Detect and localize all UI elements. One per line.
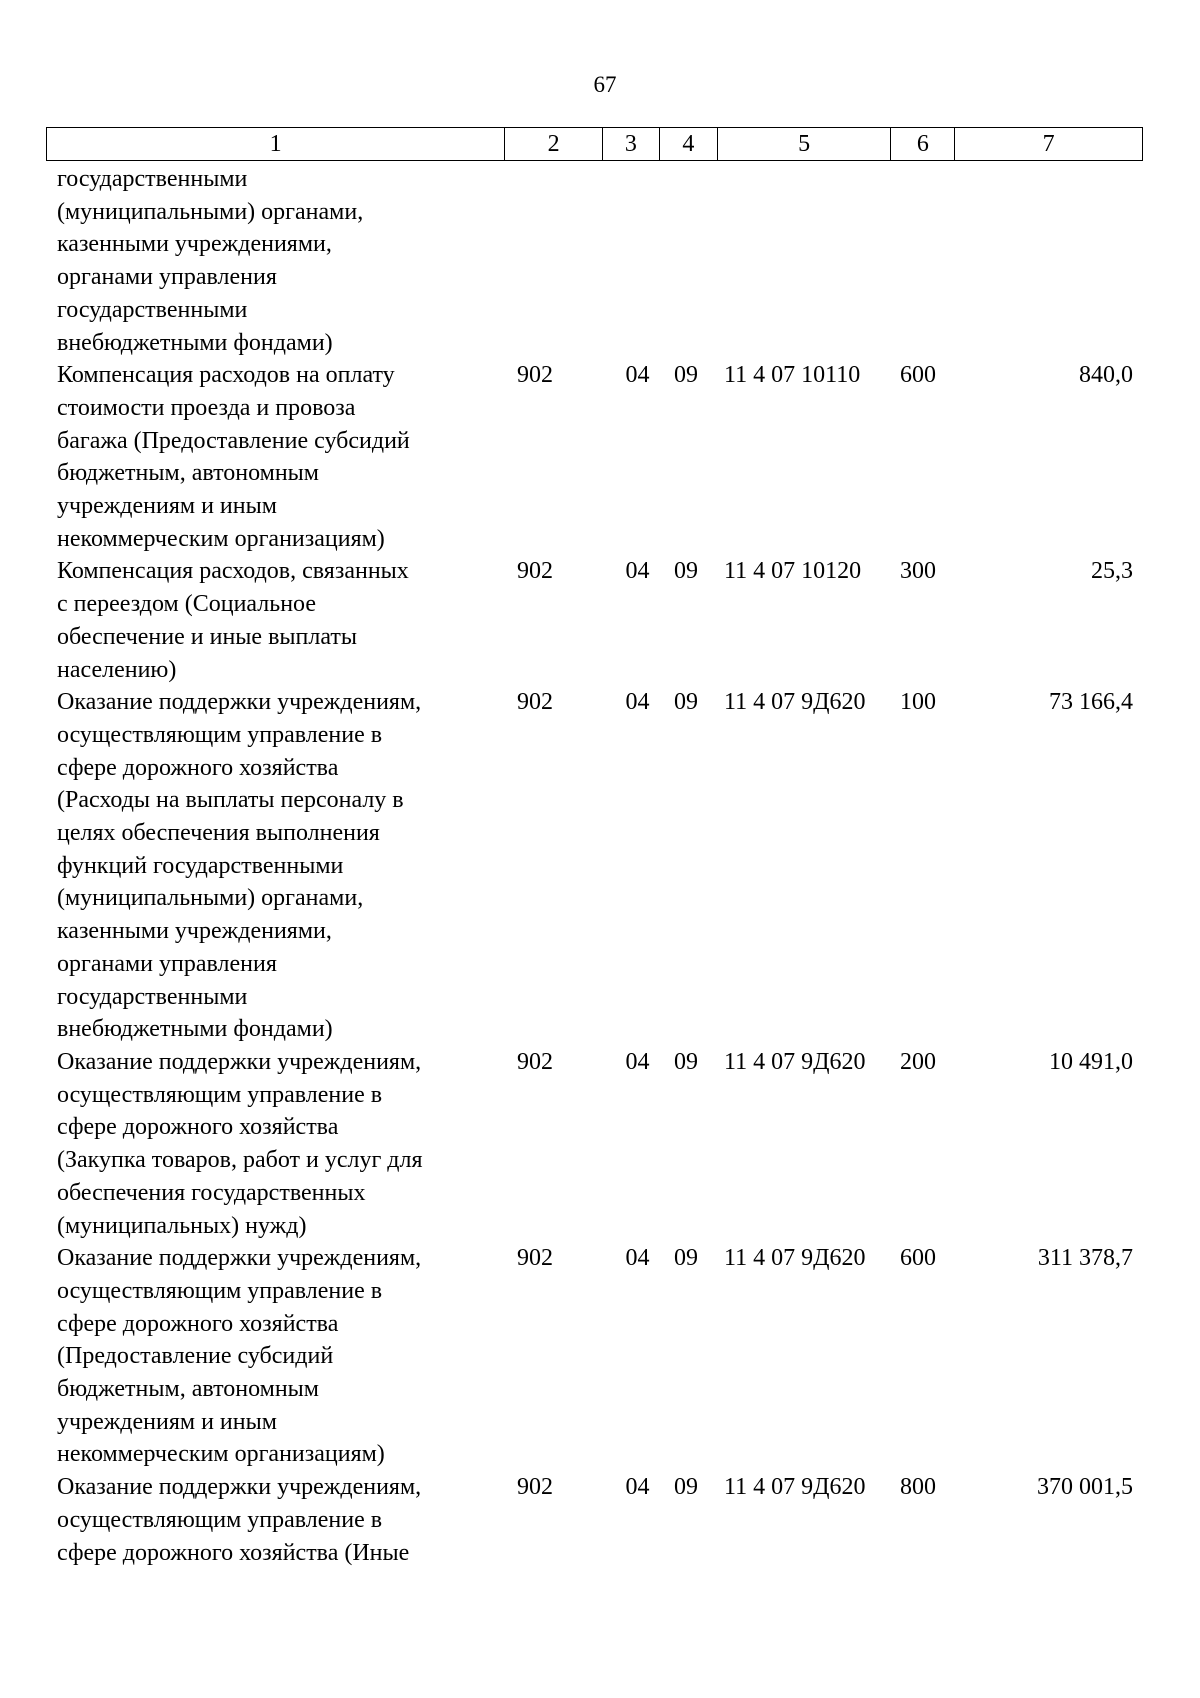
- table-row: [46, 1471, 1143, 1569]
- row-description: Оказание поддержки учреждениям, осуществляющим управление в сфере дорожного хозяйства (Расходы на выплаты персоналу в целях обеспечения выполнения функций государственными (муниципальными) органами, казенными учреждениями, органами управления государственными внебюджетными фондами): [57, 689, 422, 1043]
- row-expense-type: 600: [900, 1245, 936, 1272]
- row-target-article: 11 4 07 10120: [724, 558, 862, 585]
- row-amount: 370 001,5: [1037, 1474, 1133, 1501]
- row-expense-type: 300: [900, 558, 936, 585]
- table-body: [46, 163, 1143, 1569]
- row-subsection-code: 09: [674, 689, 698, 716]
- table-row: [46, 1242, 1143, 1471]
- row-amount: 840,0: [1079, 362, 1133, 389]
- table-row: [46, 163, 1143, 359]
- column-header-6: 6: [891, 128, 955, 160]
- row-ministry-code: 902: [517, 689, 553, 716]
- row-subsection-code: 09: [674, 558, 698, 585]
- table-row: [46, 555, 1143, 686]
- row-ministry-code: 902: [517, 362, 553, 389]
- row-target-article: 11 4 07 9Д620: [724, 1474, 866, 1501]
- column-header-2: 2: [505, 128, 603, 160]
- row-amount: 25,3: [1091, 558, 1133, 585]
- row-target-article: 11 4 07 9Д620: [724, 1245, 866, 1272]
- row-target-article: 11 4 07 9Д620: [724, 1048, 866, 1075]
- row-subsection-code: 09: [674, 1048, 698, 1075]
- table-header: [46, 127, 1143, 161]
- row-section-code: 04: [625, 1474, 650, 1501]
- row-amount: 10 491,0: [1049, 1048, 1133, 1075]
- row-section-code: 04: [625, 689, 650, 716]
- row-expense-type: 800: [900, 1474, 936, 1501]
- row-subsection-code: 09: [674, 1245, 698, 1272]
- table-row: [46, 1046, 1143, 1242]
- row-expense-type: 600: [900, 362, 936, 389]
- page-number: 67: [593, 72, 617, 97]
- row-ministry-code: 902: [517, 1048, 553, 1075]
- row-ministry-code: 902: [517, 1245, 553, 1272]
- column-header-3: 3: [603, 128, 660, 160]
- row-target-article: 11 4 07 10110: [724, 362, 861, 389]
- row-section-code: 04: [625, 1245, 650, 1272]
- row-section-code: 04: [625, 558, 650, 585]
- row-expense-type: 100: [900, 689, 936, 716]
- column-header-7: 7: [1042, 130, 1055, 157]
- row-description: Оказание поддержки учреждениям, осуществляющим управление в сфере дорожного хозяйства (Предоставление субсидий бюджетным, автономным учреждениям и иным некоммерческим организациям): [57, 1245, 422, 1468]
- row-description: Оказание поддержки учреждениям, осуществляющим управление в сфере дорожного хозяйства (Закупка товаров, работ и услуг для обеспечения государственных (муниципальных) нужд): [57, 1048, 423, 1239]
- row-description: Компенсация расходов, связанных с переездом (Социальное обеспечение и иные выплаты населению): [57, 558, 409, 683]
- row-subsection-code: 09: [674, 1474, 698, 1501]
- row-ministry-code: 902: [517, 558, 553, 585]
- row-ministry-code: 902: [517, 1474, 553, 1501]
- column-header-4: 4: [660, 128, 718, 160]
- row-description: Компенсация расходов на оплату стоимости проезда и провоза багажа (Предоставление субсидий бюджетным, автономным учреждениям и иным некоммерческим организациям): [57, 362, 410, 552]
- row-amount: 311 378,7: [1037, 1245, 1133, 1272]
- table-row: [46, 359, 1143, 555]
- row-section-code: 04: [625, 362, 650, 389]
- row-section-code: 04: [625, 1048, 650, 1075]
- row-description: государственными (муниципальными) органами, казенными учреждениями, органами управления государственными внебюджетными фондами): [57, 166, 364, 356]
- row-amount: 73 166,4: [1049, 689, 1133, 716]
- column-header-5: 5: [718, 128, 892, 160]
- row-target-article: 11 4 07 9Д620: [724, 689, 866, 716]
- column-header-1: 1: [47, 128, 505, 160]
- row-description: Оказание поддержки учреждениям, осуществляющим управление в сфере дорожного хозяйства (Иные: [57, 1474, 422, 1566]
- row-expense-type: 200: [900, 1048, 936, 1075]
- row-subsection-code: 09: [674, 362, 698, 389]
- table-row: [46, 686, 1143, 1046]
